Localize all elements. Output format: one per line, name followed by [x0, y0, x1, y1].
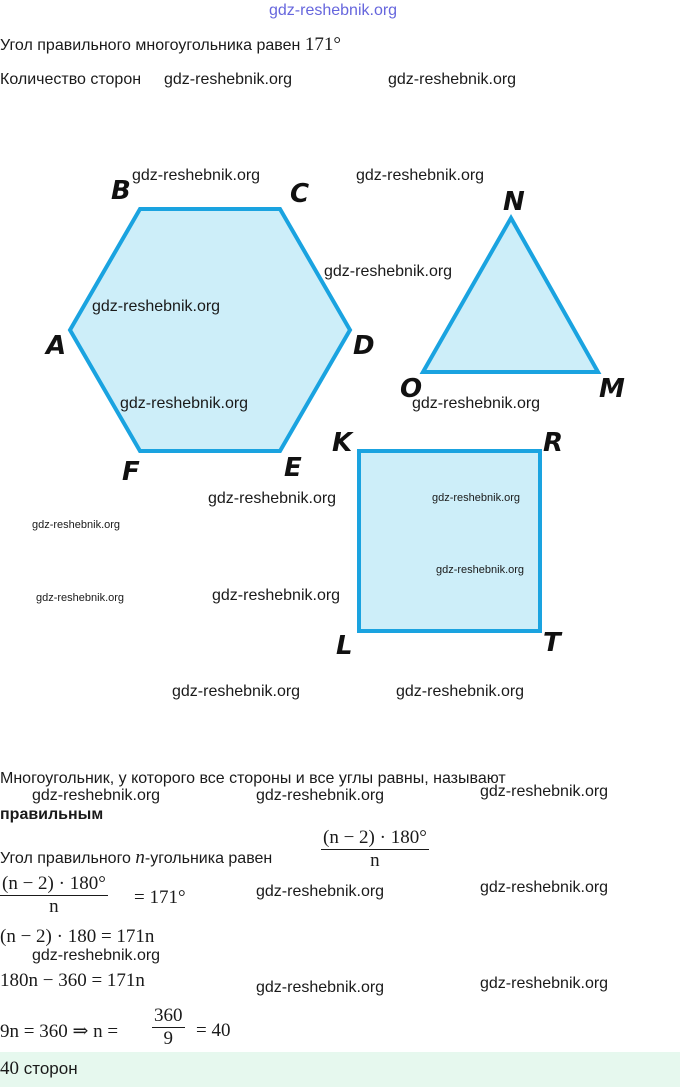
formula-intro [0, 847, 272, 869]
watermark: gdz-reshebnik.org [120, 395, 249, 412]
vertex-label-t: T [543, 628, 561, 658]
watermark: gdz-reshebnik.org [356, 167, 485, 184]
formula-intro-b: -угольника равен [144, 850, 273, 867]
watermark: gdz-reshebnik.org [256, 979, 385, 996]
watermark: gdz-reshebnik.org [256, 883, 385, 900]
vertex-label-e: E [284, 453, 302, 483]
answer-unit: сторон [23, 1059, 78, 1078]
vertex-label-o: O [400, 374, 423, 404]
square-shape [359, 451, 540, 631]
watermark: gdz-reshebnik.org [32, 519, 121, 531]
watermark: gdz-reshebnik.org [480, 783, 609, 800]
eq1-denominator: n [49, 896, 59, 917]
formula-fraction [321, 827, 429, 872]
watermark: gdz-reshebnik.org [388, 71, 517, 88]
watermark: gdz-reshebnik.org [480, 879, 609, 896]
watermark: gdz-reshebnik.org [412, 395, 541, 412]
eq1-rhs: = 171° [134, 887, 186, 908]
formula-numerator: (n − 2) · 180° [323, 827, 427, 848]
equation-4-rhs: = 40 [196, 1020, 231, 1041]
vertex-label-a: A [46, 331, 67, 361]
definition-term: правильным [0, 806, 104, 823]
question-angle-value: 171° [304, 34, 341, 55]
watermark: gdz-reshebnik.org [324, 263, 453, 280]
formula-denominator: n [370, 850, 380, 871]
hexagon-shape [70, 209, 350, 451]
vertex-label-b: B [111, 176, 131, 206]
vertex-label-c: C [290, 179, 310, 209]
definition-text: Многоугольник, у которого все стороны и все углы равны, называют [0, 770, 506, 787]
eq4-numerator: 360 [154, 1005, 183, 1026]
vertex-label-r: R [543, 428, 564, 458]
watermark: gdz-reshebnik.org [32, 787, 161, 804]
vertex-label-n: N [503, 187, 525, 217]
eq4-fraction [152, 1005, 185, 1050]
formula-intro-a: Угол правильного [0, 850, 131, 867]
watermark: gdz-reshebnik.org [164, 71, 293, 88]
watermark: gdz-reshebnik.org [396, 683, 525, 700]
watermark: gdz-reshebnik.org [256, 787, 385, 804]
vertex-label-f: F [122, 457, 140, 487]
watermark: gdz-reshebnik.org [212, 587, 341, 604]
watermark-top: gdz-reshebnik.org [269, 2, 398, 19]
answer-value: 40 [0, 1058, 19, 1079]
eq1-numerator: (n − 2) · 180° [2, 873, 106, 894]
watermark: gdz-reshebnik.org [172, 683, 301, 700]
watermark: gdz-reshebnik.org [36, 592, 125, 604]
question-prefix: Угол правильного многоугольника равен [0, 37, 301, 54]
triangle-shape [423, 218, 598, 372]
vertex-label-d: D [353, 331, 375, 361]
watermark: gdz-reshebnik.org [32, 947, 161, 964]
answer-bar [0, 1052, 680, 1087]
vertex-label-m: M [599, 374, 625, 404]
watermark: gdz-reshebnik.org [432, 492, 521, 504]
watermark: gdz-reshebnik.org [436, 564, 525, 576]
vertex-label-l: L [336, 631, 353, 661]
answer-text [0, 1058, 78, 1080]
equation-3: 180n − 360 = 171n [0, 970, 145, 991]
watermark: gdz-reshebnik.org [92, 298, 221, 315]
watermark: gdz-reshebnik.org [132, 167, 261, 184]
formula-intro-var: n [135, 847, 145, 868]
eq4-denominator: 9 [163, 1028, 173, 1049]
question-line-2: Количество сторон [0, 71, 142, 88]
equation-4-lhs: 9n = 360 ⇒ n = [0, 1021, 119, 1042]
watermark: gdz-reshebnik.org [480, 975, 609, 992]
eq1-fraction [0, 873, 108, 918]
vertex-label-k: K [332, 428, 353, 458]
watermark: gdz-reshebnik.org [208, 490, 337, 507]
equation-2: (n − 2) · 180 = 171n [0, 926, 155, 947]
